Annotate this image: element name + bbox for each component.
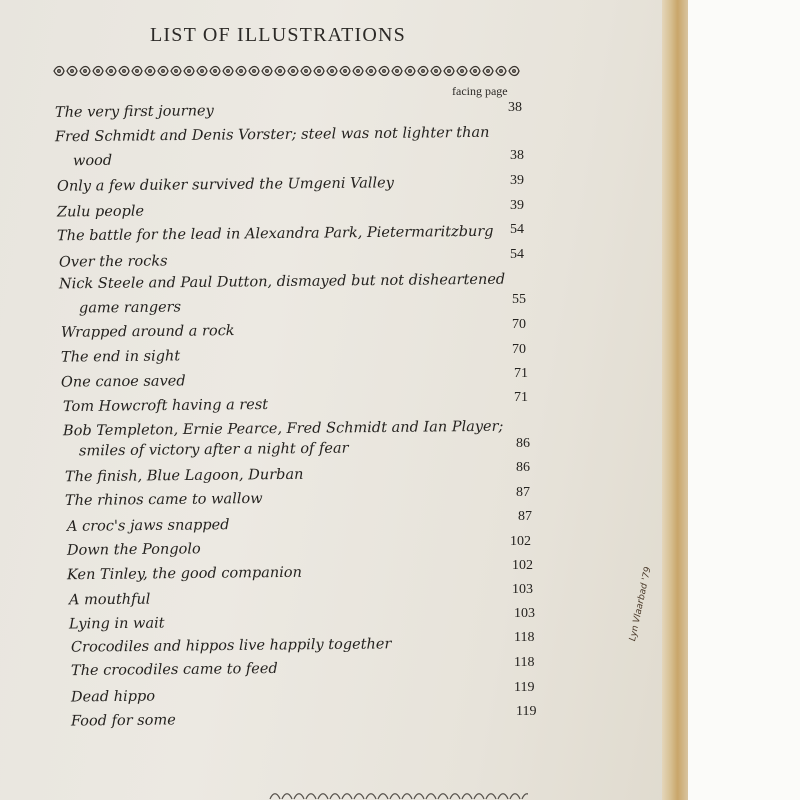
entry-3-page: 39 (510, 173, 524, 188)
entry-19-line-1: Lying in wait (68, 615, 165, 633)
bottom-ornament (268, 790, 528, 800)
entry-20-line-1: Crocodiles and hippos live happily together (70, 636, 392, 656)
entry-15-line-1: A croc's jaws snapped (66, 517, 230, 535)
entry-23-page: 119 (516, 704, 537, 719)
entry-13-line-1: The finish, Blue Lagoon, Durban (64, 466, 304, 486)
entry-11-page: 71 (514, 390, 528, 405)
entry-16-line-1: Down the Pongolo (66, 541, 201, 559)
entry-10-page: 71 (514, 366, 528, 381)
entry-9-page: 70 (512, 342, 526, 357)
facing-page-header: facing page (452, 84, 508, 98)
entry-2-line-2: wood (72, 152, 113, 170)
entry-22-line-1: Dead hippo (70, 688, 156, 706)
entry-21-page: 118 (514, 655, 535, 670)
entry-14-line-1: The rhinos came to wallow (64, 490, 263, 510)
entry-16-page: 102 (510, 534, 531, 549)
entry-7-page: 55 (512, 292, 526, 307)
entry-5-line-1: The battle for the lead in Alexandra Park, Pietermaritzburg (56, 223, 494, 245)
entry-6-page: 54 (510, 247, 524, 262)
entry-12-line-2: smiles of victory after a night of fear (78, 440, 349, 460)
entry-12-line-1: Bob Templeton, Ernie Pearce, Fred Schmidt and Ian Player; (62, 418, 504, 440)
entry-4-page: 39 (510, 198, 524, 213)
entry-17-page: 102 (512, 558, 533, 573)
entry-1-line-1: The very first journey (54, 103, 214, 121)
entry-4-line-1: Zulu people (56, 203, 145, 221)
entry-23-line-1: Food for some (70, 712, 176, 730)
entry-2-page: 38 (510, 148, 524, 163)
entry-21-line-1: The crocodiles came to feed (70, 660, 278, 680)
entry-18-line-1: A mouthful (68, 591, 151, 609)
entry-10-line-1: One canoe saved (60, 373, 186, 391)
entry-20-page: 118 (514, 630, 535, 645)
entry-15-page: 87 (518, 509, 532, 524)
page-title: LIST OF ILLUSTRATIONS (150, 24, 406, 46)
entry-3-line-1: Only a few duiker survived the Umgeni Valley (56, 175, 394, 195)
page-edge (662, 0, 688, 800)
entry-18-page: 103 (512, 582, 533, 597)
entry-1-page: 38 (508, 100, 522, 115)
entry-13-page: 86 (516, 460, 530, 475)
entry-8-line-1: Wrapped around a rock (60, 323, 235, 341)
background (688, 0, 800, 800)
entry-7-line-1: Nick Steele and Paul Dutton, dismayed but not disheartened (58, 271, 506, 293)
entry-22-page: 119 (514, 680, 535, 695)
entry-7-line-2: game rangers (78, 299, 182, 317)
entry-6-line-1: Over the rocks (58, 253, 168, 271)
entry-9-line-1: The end in sight (60, 348, 181, 366)
entry-2-line-1: Fred Schmidt and Denis Vorster; steel was not lighter than (54, 124, 490, 146)
entry-11-line-1: Tom Howcroft having a rest (62, 396, 269, 416)
entry-12-page: 86 (516, 436, 530, 451)
entry-17-line-1: Ken Tinley, the good companion (66, 564, 302, 584)
handwritten-note: Lyn Vlaarbad '79 (628, 565, 654, 643)
entry-8-page: 70 (512, 317, 526, 332)
entry-5-page: 54 (510, 222, 524, 237)
entry-19-page: 103 (514, 606, 535, 621)
entry-14-page: 87 (516, 485, 530, 500)
ornamental-rule (52, 64, 524, 78)
